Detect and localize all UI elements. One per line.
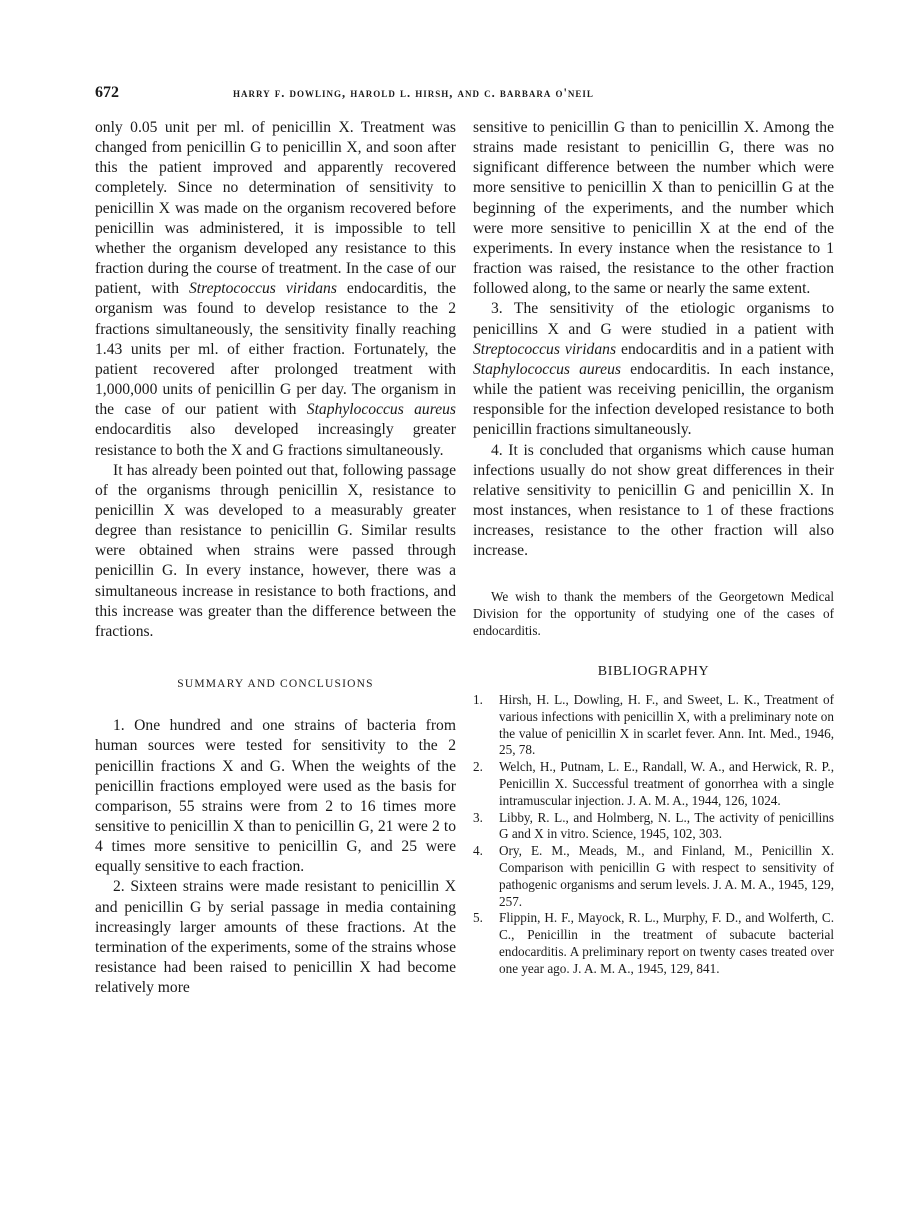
species-name: Streptococcus viridans: [188, 280, 337, 298]
section-heading-summary: SUMMARY AND CONCLUSIONS: [177, 678, 374, 691]
conclusion-3: 3. The sensitivity of the etiologic organisms to penicillins X and G were studied in a patient with Streptococcus viridans endocarditis and in a patient with Staphylococcus aureus endocarditis. In each instance, while the patient was receiving penicillin, the organism responsible for the infection developed resistance to both penicillin fractions simultaneously.: [473, 300, 834, 439]
bibliography-entry: [473, 692, 834, 759]
entry-text: Ory, E. M., Meads, M., and Finland, M., Penicillin X. Comparison with penicillin G with respect to sensitivity of pathogenic organisms and serum levels. J. A. M. A., 1945, 129, 257.: [499, 843, 834, 909]
paragraph-resistance-comparison: It has already been pointed out that, following passage of the organisms through penicillin X, resistance to penicillin X was developed to a measurably greater degree than resistance to penicillin G. Similar results were obtained when strains were passed through penicillin G. In every instance, however, there was a simultaneous increase in resistance to both fractions, and this increase was greater than the difference between the fractions.: [95, 461, 456, 640]
entry-number: 5.: [473, 910, 483, 926]
running-head-authors: harry f. dowling, harold l. hirsh, and c. barbara o'neil: [233, 86, 594, 100]
bibliography-entry: [473, 810, 834, 844]
entry-number: 1.: [473, 691, 483, 707]
entry-number: 2.: [473, 759, 483, 775]
species-name: Staphylococcus aureus: [306, 401, 456, 419]
entry-text: Libby, R. L., and Holmberg, N. L., The activity of penicillins G and X in vitro. Science, 1945, 102, 303.: [499, 809, 834, 842]
conclusion-2: 2. Sixteen strains were made resistant to penicillin X and penicillin G by serial passage in media containing increasingly larger amounts of these fractions. At the termination of the experiments, some of the strains whose resistance had been raised to penicillin X had become relatively more: [95, 878, 456, 997]
entry-text: Hirsh, H. L., Dowling, H. F., and Sweet, L. K., Treatment of various infections with penicillin X, with a preliminary note on the value of penicillin X in scarlet fever. Ann. Int. Med., 1946, 25, 78.: [499, 691, 834, 758]
conclusion-2-continued: sensitive to penicillin G than to penicillin X. Among the strains made resistant to penicillin G, there was no significant difference between the number which were more sensitive to penicillin X than to penicillin G at the beginning of the experiments, and the number which were more sensitive to penicillin X at the end of the experiments. In every instance when the resistance to 1 fraction was raised, the resistance to the other fraction followed along, to the same or nearly the same extent.: [473, 119, 834, 298]
section-heading-bibliography: BIBLIOGRAPHY: [597, 663, 710, 679]
entry-number: 4.: [473, 843, 483, 859]
entry-text: Welch, H., Putnam, L. E., Randall, W. A., and Herwick, R. P., Penicillin X. Successful treatment of gonorrhea with a single intramuscular injection. J. A. M. A., 1944, 126, 1024.: [499, 759, 834, 808]
acknowledgment: We wish to thank the members of the Georgetown Medical Division for the opportunity of studying one of the cases of endocarditis.: [473, 589, 834, 639]
bibliography-entry: [473, 759, 834, 809]
bibliography-list: [473, 692, 834, 978]
paragraph-case-discussion: only 0.05 unit per ml. of penicillin X. Treatment was changed from penicillin G to penicillin X, and soon after this the patient improved and apparently recovered completely. Since no determination of sensitivity to penicillin X was made on the organism recovered before penicillin was administered, it is impossible to tell whether the organism developed any resistance to this fraction during the course of treatment. In the case of our patient, with Streptococcus viridans endocarditis, the organism was found to develop resistance to the 2 fractions simultaneously, the sensitivity finally reaching 1.43 units per ml. of either fraction. Fortunately, the patient recovered after prolonged treatment with 1,000,000 units of penicillin G per day. The organism in the case of our patient with Staphylococcus aureus endocarditis also developed increasingly greater resistance to both the X and G fractions simultaneously.: [95, 119, 456, 459]
left-column: [95, 118, 456, 998]
running-head: [95, 84, 833, 106]
species-name: Streptococcus viridans: [473, 340, 617, 358]
bibliography-entry: [473, 910, 834, 977]
species-name: Staphylococcus aureus: [473, 360, 621, 378]
right-column: [473, 118, 834, 978]
bibliography-entry: [473, 843, 834, 910]
entry-text: Flippin, H. F., Mayock, R. L., Murphy, F. D., and Wolferth, C. C., Penicillin in the treatment of subacute bacterial endocarditis. A preliminary report on twenty cases treated over one year ago. J. A. M. A., 1945, 129, 841.: [499, 910, 834, 976]
conclusion-1: 1. One hundred and one strains of bacteria from human sources were tested for sensitivity to the 2 penicillin fractions X and G. When the weights of the penicillin fractions employed were used as the basis for comparison, 55 strains were from 2 to 16 times more sensitive to penicillin X than to penicillin G, 21 were 2 to 4 times more sensitive to penicillin G, and 25 were equally sensitive to each fraction.: [95, 717, 456, 876]
page-number: 672: [95, 84, 119, 101]
conclusion-4: 4. It is concluded that organisms which cause human infections usually do not show great differences in their relative sensitivity to penicillin G and penicillin X. In most instances, when resistance to 1 of these fractions increases, resistance to the other fraction will also increase.: [473, 441, 834, 560]
entry-number: 3.: [473, 809, 483, 825]
